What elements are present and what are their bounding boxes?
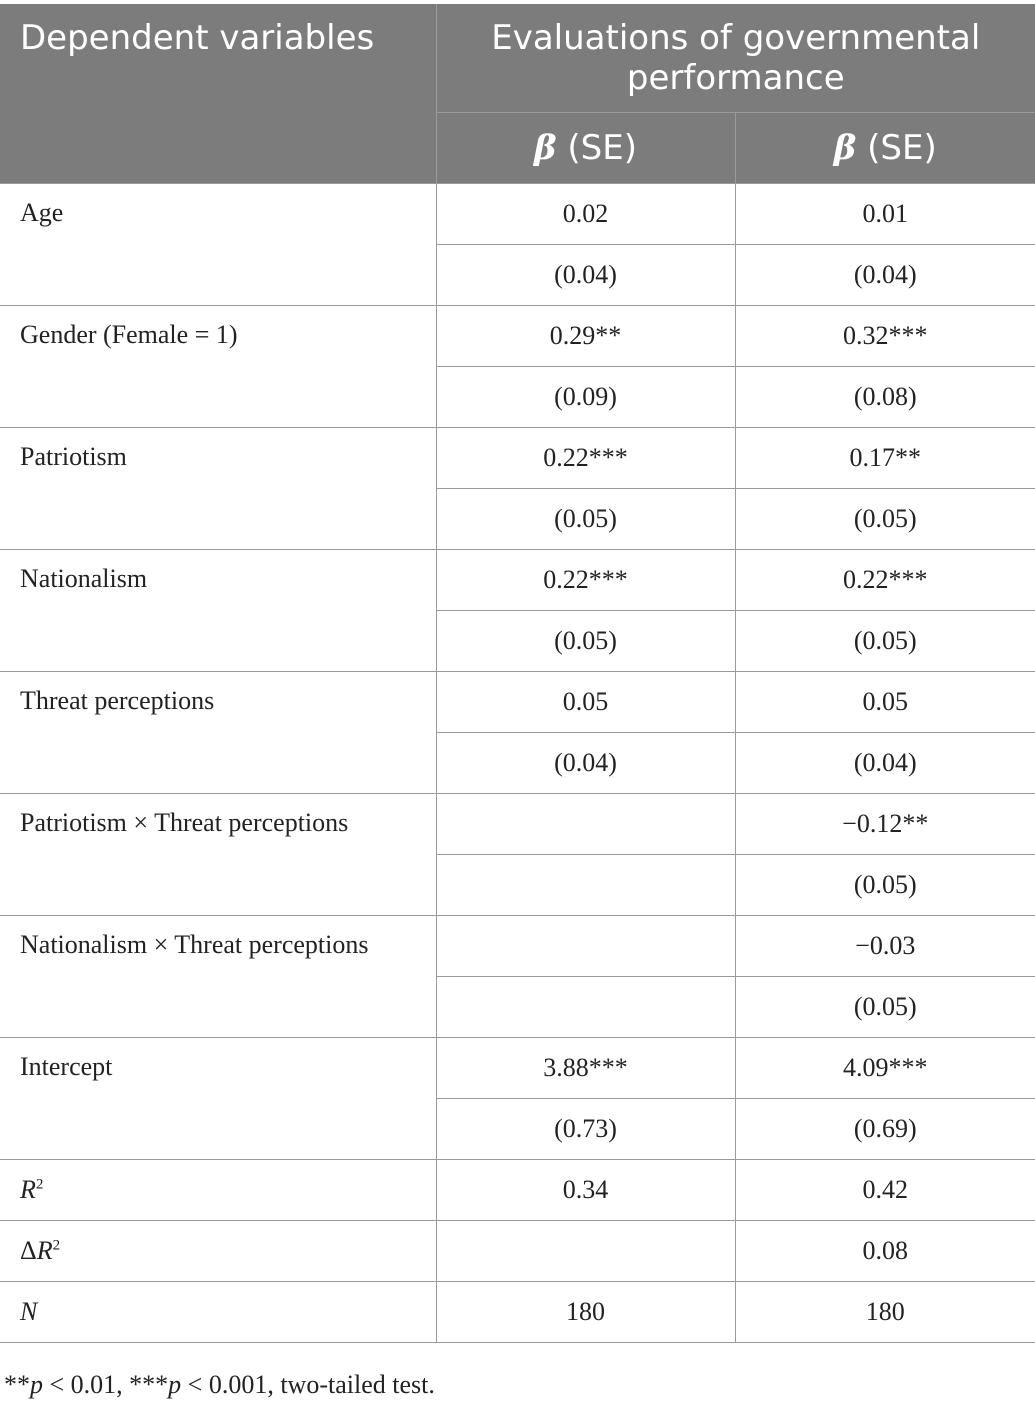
stats-row-delta-r2 [0,1221,1035,1282]
coef-cell: 0.05 [436,672,735,733]
se-cell: (0.08) [735,367,1035,428]
se-cell [436,855,735,916]
table-row [0,306,1035,367]
se-cell: (0.05) [735,855,1035,916]
stats-row-r2 [0,1160,1035,1221]
row-label-n: N [0,1282,436,1343]
coef-cell: 0.22*** [436,428,735,489]
regression-table-container [0,4,1035,1343]
coef-cell: 3.88*** [436,1038,735,1099]
model2-beta-se-header: β (SE) [735,113,1035,184]
row-label-patriotism: Patriotism [0,428,436,550]
se-cell [436,977,735,1038]
coef-cell: 0.17** [735,428,1035,489]
row-label-intercept: Intercept [0,1038,436,1160]
governmental-performance-header: Evaluations of governmental performance [436,4,1035,113]
coef-cell: −0.03 [735,916,1035,977]
stats-row-n [0,1282,1035,1343]
table-row [0,1038,1035,1099]
table-row [0,184,1035,245]
header-row-1 [0,4,1035,113]
row-label-patriotism-x-threat: Patriotism × Threat perceptions [0,794,436,916]
delta-r2-model2: 0.08 [735,1221,1035,1282]
coef-cell: 0.22*** [436,550,735,611]
se-cell: (0.69) [735,1099,1035,1160]
table-body [0,184,1035,1343]
r2-model2: 0.42 [735,1160,1035,1221]
coef-cell [436,916,735,977]
dependent-variables-header: Dependent variables [0,4,436,184]
se-cell: (0.05) [735,611,1035,672]
row-label-gender: Gender (Female = 1) [0,306,436,428]
se-cell: (0.09) [436,367,735,428]
coef-cell: 0.29** [436,306,735,367]
table-row [0,428,1035,489]
coef-cell: 0.05 [735,672,1035,733]
coef-cell: 0.02 [436,184,735,245]
row-label-threat-perceptions: Threat perceptions [0,672,436,794]
coef-cell: 0.01 [735,184,1035,245]
coef-cell [436,794,735,855]
row-label-delta-r2: $\Delta R^2$ [0,1221,436,1282]
table-row [0,916,1035,977]
regression-table [0,4,1035,1343]
coef-cell: −0.12** [735,794,1035,855]
coef-cell: 0.32*** [735,306,1035,367]
model1-beta-se-header: β (SE) [436,113,735,184]
r2-model1: 0.34 [436,1160,735,1221]
coef-cell: 4.09*** [735,1038,1035,1099]
row-label-age: Age [0,184,436,306]
row-label-nationalism: Nationalism [0,550,436,672]
se-cell: (0.05) [735,489,1035,550]
se-cell: (0.05) [436,489,735,550]
table-row [0,672,1035,733]
coef-cell: 0.22*** [735,550,1035,611]
se-cell: (0.04) [436,245,735,306]
row-label-r2: $R^2$ [0,1160,436,1221]
n-model2: 180 [735,1282,1035,1343]
se-cell: (0.05) [436,611,735,672]
se-cell: (0.05) [735,977,1035,1038]
se-cell: (0.04) [735,245,1035,306]
delta-r2-model1 [436,1221,735,1282]
n-model1: 180 [436,1282,735,1343]
table-row [0,550,1035,611]
row-label-nationalism-x-threat: Nationalism × Threat perceptions [0,916,436,1038]
se-cell: (0.04) [735,733,1035,794]
table-footnote: **p < 0.01, ***p < 0.001, two-tailed test. [4,1370,435,1399]
se-cell: (0.73) [436,1099,735,1160]
table-row [0,794,1035,855]
se-cell: (0.04) [436,733,735,794]
